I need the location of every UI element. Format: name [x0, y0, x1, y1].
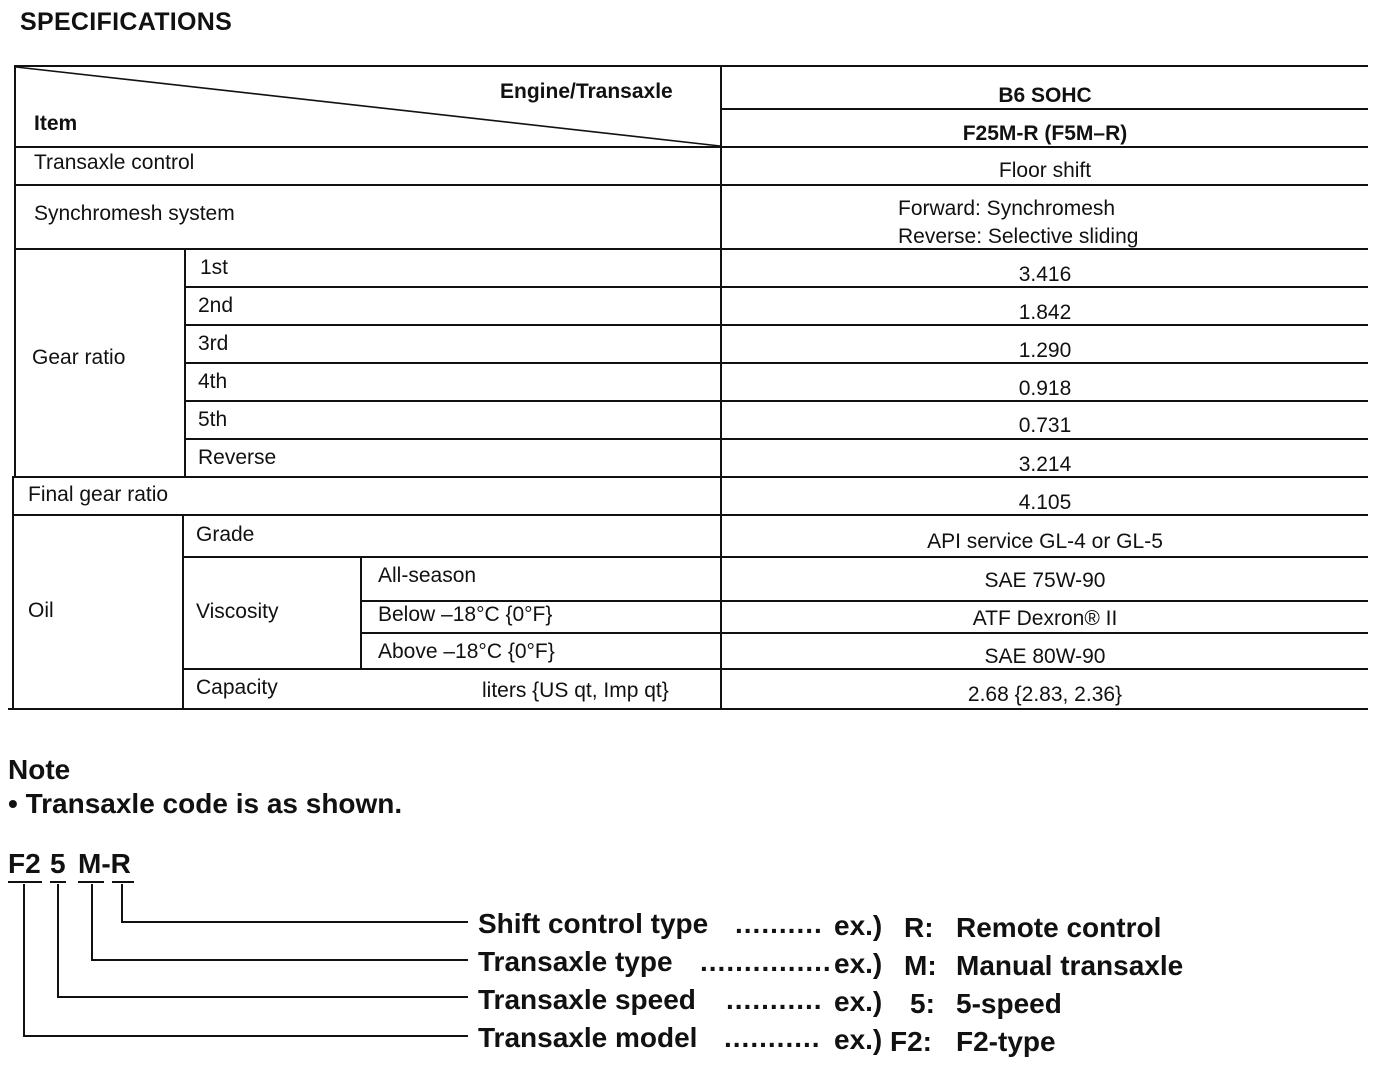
legend-dots: ........... [724, 1022, 821, 1053]
legend-meaning: F2-type [956, 1026, 1056, 1057]
oil-capacity-label: Capacity [196, 676, 278, 699]
gear-value: 3.416 [1018, 263, 1072, 286]
legend-meaning: Manual transaxle [956, 950, 1184, 981]
viscosity-value: SAE 75W-90 [984, 569, 1106, 592]
oil-capacity-unit: liters {US qt, Imp qt} [482, 679, 669, 702]
transaxle-control-value: Floor shift [998, 159, 1092, 182]
viscosity-condition: Below –18°C {0°F} [378, 603, 553, 626]
page-title: SPECIFICATIONS [20, 8, 233, 36]
oil-viscosity-label: Viscosity [196, 600, 279, 623]
gear-value: 3.214 [1018, 453, 1072, 476]
header-engine: B6 SOHC [998, 84, 1092, 107]
viscosity-value: SAE 80W-90 [984, 645, 1106, 668]
gear-label: 4th [198, 370, 228, 393]
legend-label: Transaxle speed [478, 984, 696, 1015]
synchromesh-label: Synchromesh system [34, 202, 235, 225]
legend-dots: ............... [700, 946, 832, 977]
gear-value: 1.842 [1018, 301, 1072, 324]
header-item: Item [34, 112, 78, 135]
code-part-model: F2 [8, 848, 41, 879]
legend-label: Transaxle model [478, 1022, 698, 1053]
gear-value: 0.918 [1018, 377, 1072, 400]
legend-ex: ex.) [834, 948, 883, 979]
gear-label: 1st [200, 256, 229, 279]
gear-label: 5th [198, 408, 228, 431]
viscosity-value: ATF Dexron® II [972, 607, 1118, 630]
code-part-type: M-R [78, 848, 131, 879]
note-bullet: • Transaxle code is as shown. [8, 788, 403, 819]
legend-code: F2: [890, 1026, 932, 1057]
legend-code: 5: [910, 988, 935, 1019]
header-engine-transaxle: Engine/Transaxle [500, 80, 673, 103]
viscosity-condition: All-season [378, 564, 477, 587]
legend-meaning: Remote control [956, 912, 1162, 943]
legend-ex: ex.) [834, 986, 883, 1017]
legend-code: R: [904, 912, 934, 943]
legend-label: Transaxle type [478, 946, 673, 977]
legend-meaning: 5-speed [956, 988, 1062, 1019]
legend-dots: ........... [726, 984, 823, 1015]
gear-ratio-label: Gear ratio [32, 346, 126, 369]
synchromesh-forward: Forward: Synchromesh [898, 197, 1116, 220]
transaxle-control-label: Transaxle control [34, 151, 195, 174]
oil-capacity-value: 2.68 {2.83, 2.36} [967, 683, 1123, 706]
legend-ex: ex.) [834, 910, 883, 941]
viscosity-condition: Above –18°C {0°F} [378, 640, 555, 663]
legend-code: M: [904, 950, 937, 981]
gear-value: 1.290 [1018, 339, 1072, 362]
final-gear-ratio-value: 4.105 [1018, 491, 1072, 514]
oil-grade-label: Grade [196, 523, 255, 546]
synchromesh-reverse: Reverse: Selective sliding [898, 225, 1139, 248]
legend-label: Shift control type [478, 908, 709, 939]
note-heading: Note [8, 754, 71, 785]
header-transaxle: F25M-R (F5M–R) [962, 122, 1128, 145]
legend-dots: .......... [735, 908, 823, 939]
gear-label: 2nd [198, 294, 234, 317]
oil-label: Oil [28, 599, 54, 622]
legend-ex: ex.) [834, 1024, 883, 1055]
gear-value: 0.731 [1018, 414, 1072, 437]
gear-label: Reverse [198, 446, 277, 469]
oil-grade-value: API service GL-4 or GL-5 [927, 530, 1163, 553]
final-gear-ratio-label: Final gear ratio [28, 483, 169, 506]
code-part-speed: 5 [50, 848, 66, 879]
gear-label: 3rd [198, 332, 229, 355]
